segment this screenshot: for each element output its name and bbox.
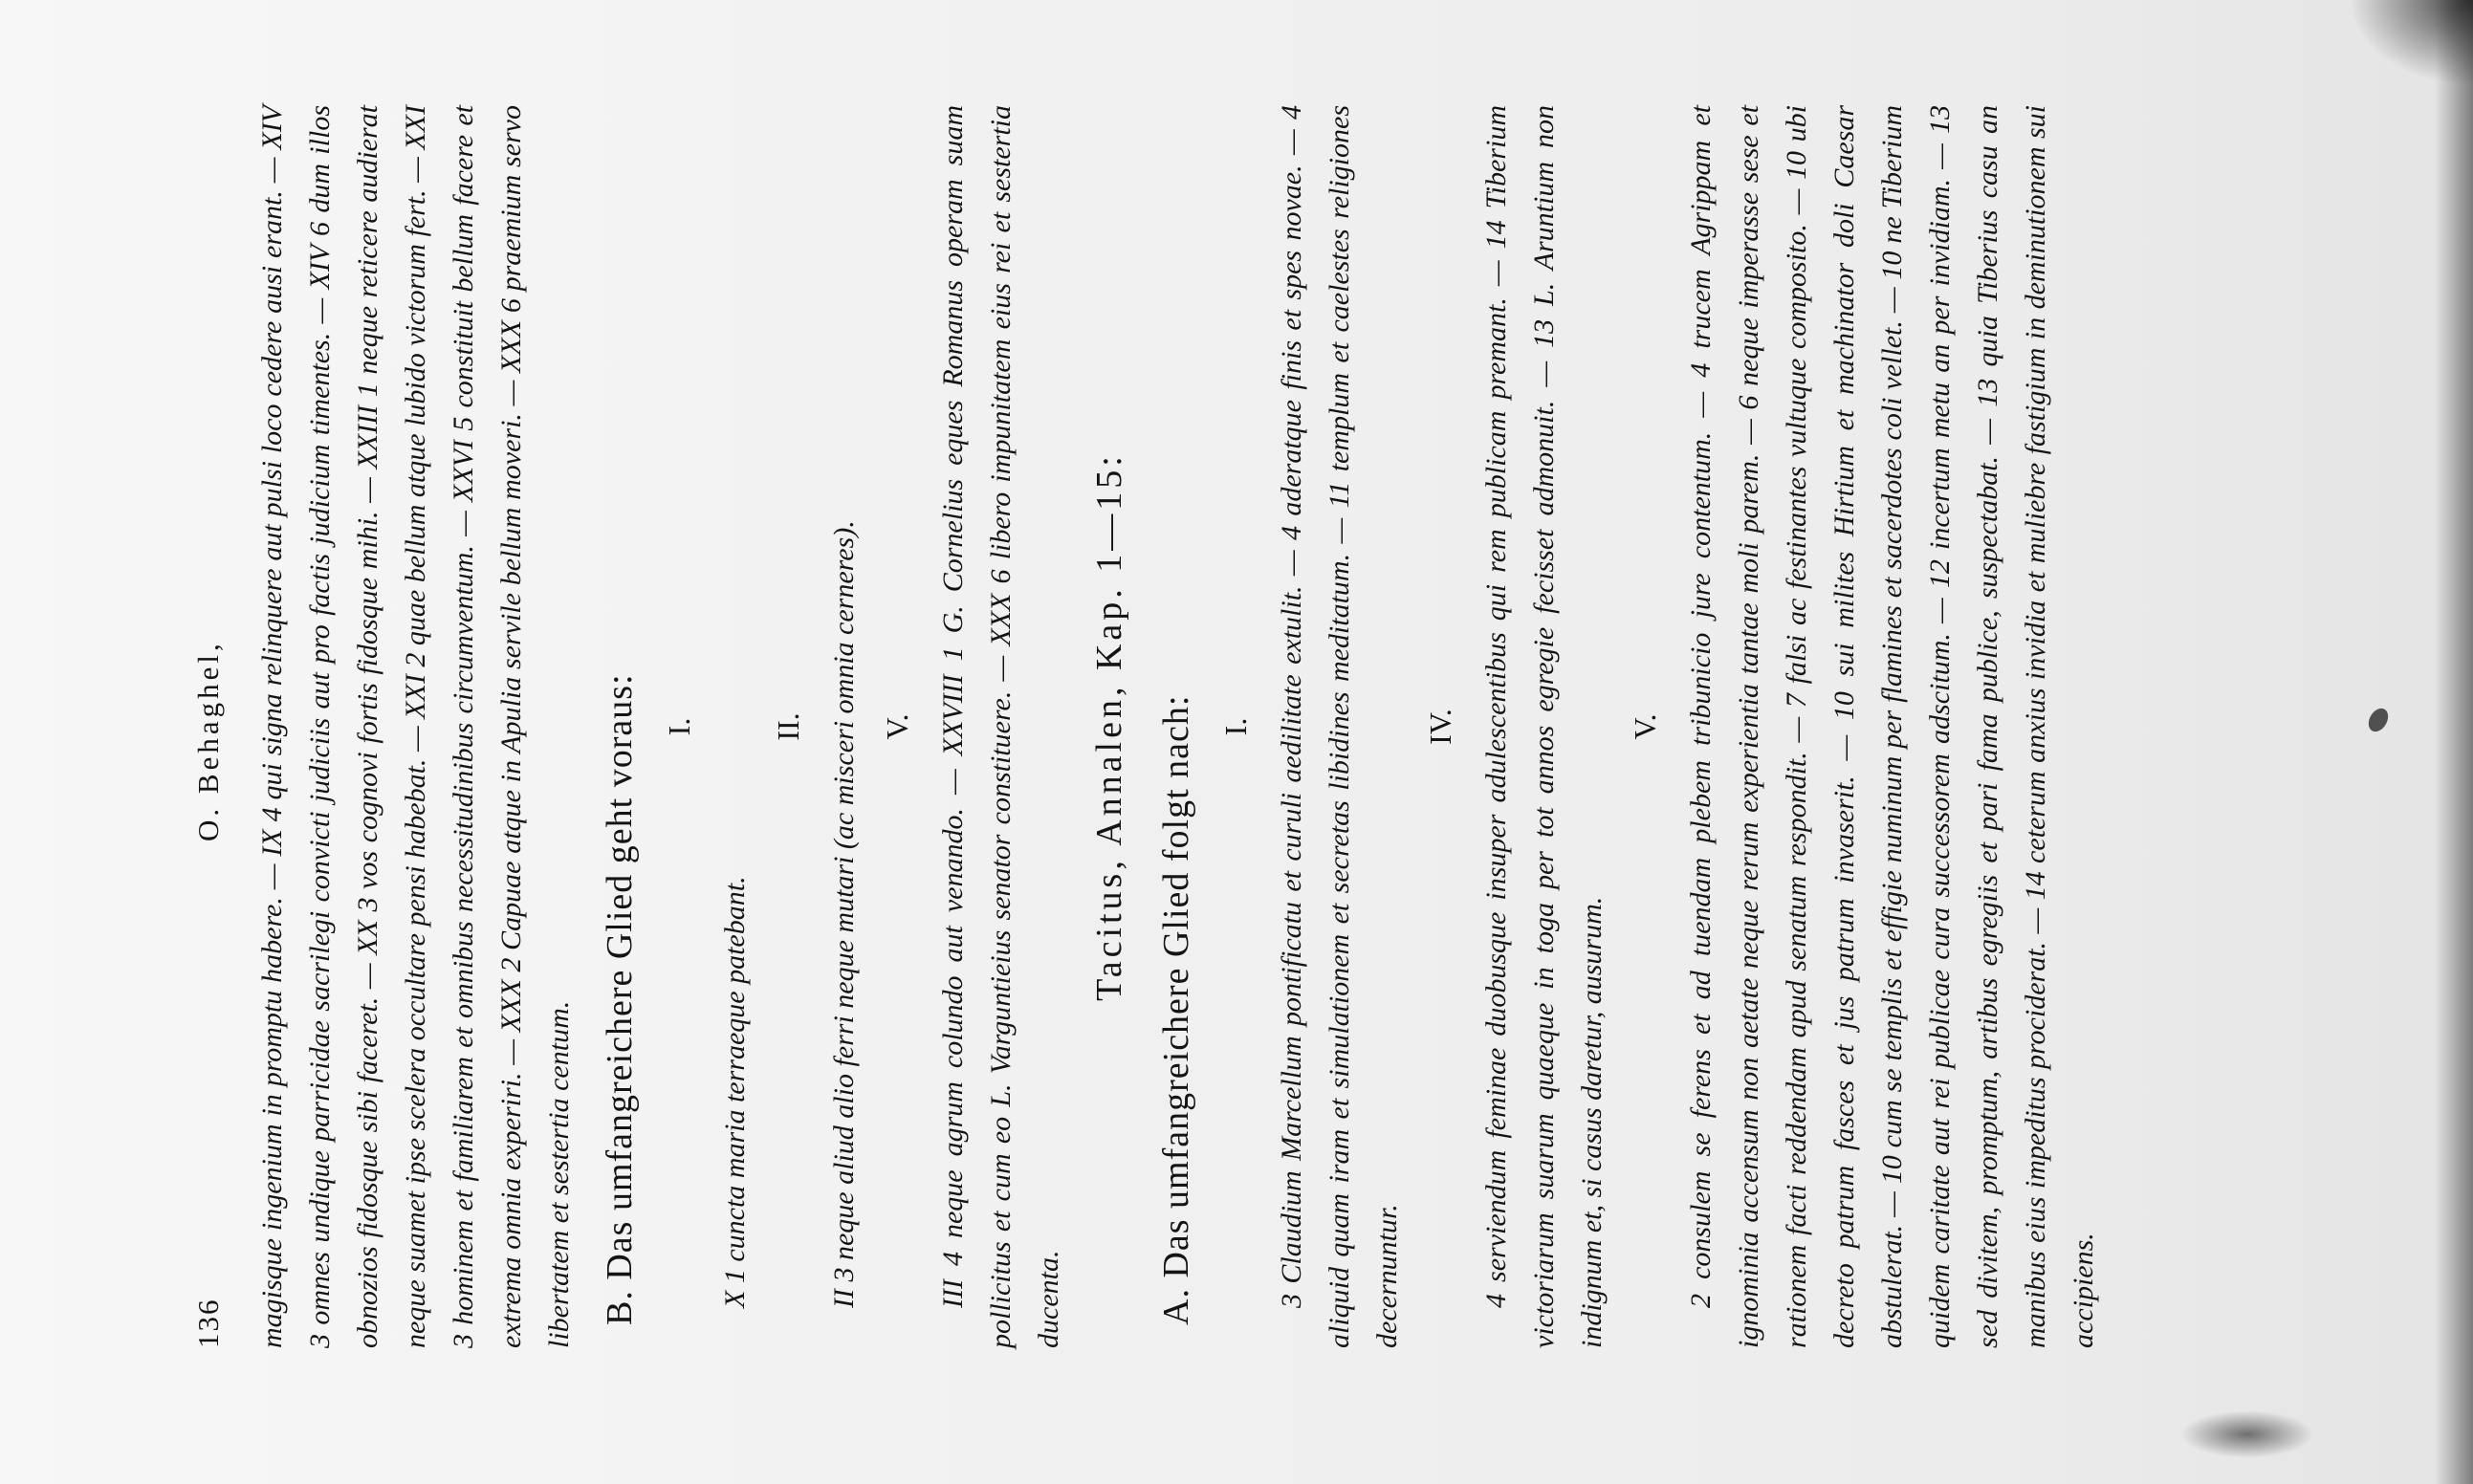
section-heading: Tacitus, Annalen, Kap. 1—15: [1089,452,1129,1001]
paragraph: 2 consulem se ferens et ad tuendam plebem tribunicio jure contentum. — 4 trucem Agrippam et ignominia accensum non aetate neque rerum experientia tantae moli parem. — 6 neque imperasse sese et rationem facti reddendam apud senatum respondit. — 7 falsi ac festinantes vultuque composito. — 10 ubi decreto patrum fasces et jus patrum invaserit. — 10 sui milites Hirtium et machinator doli Caesar abstulerat. — 10 cum se templis et effigie numinum per flamines et sacerdotes coli vellet. — 10 ne Tiberium quidem caritate aut rei publicae cura successorem adscitum. — 12 incertum metu an per invidiam. — 13 sed divitem, promptum, artibus egregiis et pari fama publice, suspectabat. — 13 quia Tiberius casu an manibus eius impeditus prociderat. — 14 ceterum anxius invidia et muliebre fastigium in deminutionem sui accipiens. [1685,105,2099,1348]
section-heading: A. Das umfangreichere Glied folgt nach: [1156,694,1196,1325]
roman-numeral-heading: V. [1628,713,1662,740]
scan-smudge [2180,1410,2314,1458]
roman-numeral-heading: V. [880,713,914,740]
running-head: O. Behaghel, [191,640,225,841]
paragraph: 4 serviendum feminae duobusque insuper adulescentibus qui rem publicam premant. — 14 Tiberium victoriarum suarum quaeque in toga per tot annos egregie fecisset admonuit. — 13 L. Aruntium non indignum et, si casus daretur, ausurum. [1480,105,1608,1348]
text-body [249,105,2108,1348]
roman-numeral-heading: IV. [1423,709,1457,745]
scanner-edge-shadow [2435,0,2473,1484]
paragraph: II 3 neque aliud alio ferri neque mutari (ac misceri omnia cerneres). [828,520,860,1308]
rotated-book-page [182,105,2286,1348]
page-content [182,105,2108,1348]
roman-numeral-heading: II. [771,712,805,741]
scanner-corner-shadow [2349,0,2473,86]
roman-numeral-heading: I. [662,717,696,736]
paragraph: III 4 neque agrum colundo aut venando. — XXVIII 1 G. Cornelius eques Romanus operam suam pollicitus et cum eo L. Varguntieius senator constituere. — XXX 6 libero impunitatem eius rei et sestertia ducenta. [937,105,1064,1348]
paragraph: magisque ingenium in promptu habere. — IX 4 qui signa relinquere aut pulsi loco cedere ausi erant. — XIV 3 omnes undique parricidae sacrilegi convicti judiciis aut pro factis judicium timentes. — XIV 6 dum illos obnozios fidosque sibi faceret. — XX 3 vos cognovi fortis fidosque mihi. — XXIII 1 neque reticere audierat neque suamet ipse scelera occultare pensi habebat. — XXI 2 quae bellum atque lubido victorum fert. — XXI 3 hominem et familiarem et omnibus necessitudinibus circumventum. — XXVI 5 constituit bellum facere et extrema omnia experiri. — XXX 2 Capuae atque in Apulia servile bellum moveri. — XXX 6 praemium servo libertatem et sestertia centum. [256,105,575,1348]
section-heading: B. Das umfangreichere Glied geht voraus: [600,673,640,1325]
page-number: 136 [191,1298,225,1348]
paragraph: 3 Claudium Marcellum pontificatu et curuli aedilitate extulit. — 4 aderatque finis et spes novae. — 4 aliquid quam iram et simulationem et secretas libidines meditatum. — 11 templum et caelestes religiones decernuntur. [1276,105,1403,1348]
roman-numeral-heading: I. [1218,717,1253,736]
paragraph: X 1 cuncta maria terraeque patebant. [719,876,751,1308]
page-header [182,105,249,1348]
